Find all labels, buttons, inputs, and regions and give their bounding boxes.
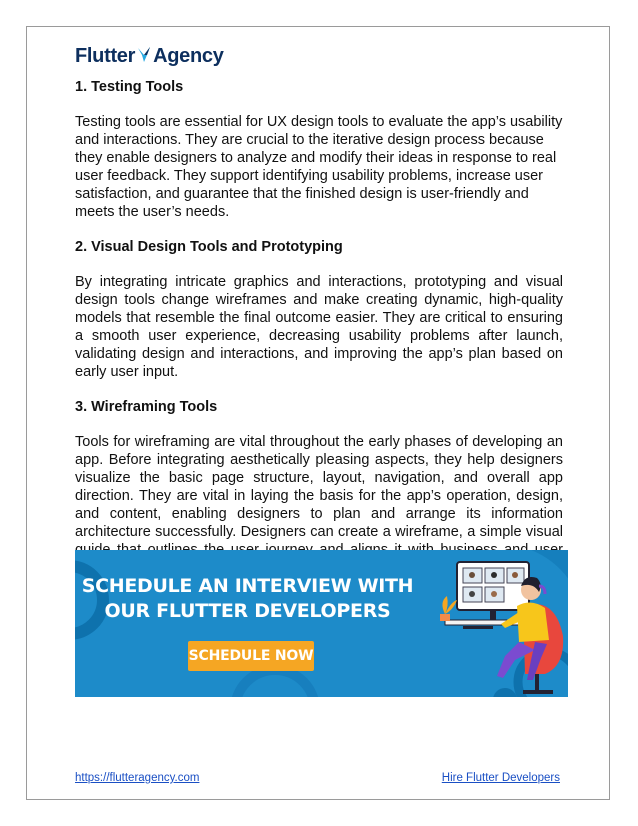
flutter-bird-icon xyxy=(136,46,152,64)
article-content xyxy=(75,78,563,594)
schedule-interview-banner[interactable] xyxy=(75,550,568,697)
section-heading-testing-tools: 1. Testing Tools xyxy=(75,79,184,95)
footer-hire-developers-link[interactable]: Hire Flutter Developers xyxy=(441,772,560,784)
banner-title-line-2: OUR FLUTTER DEVELOPERS xyxy=(104,600,391,622)
developer-illustration xyxy=(435,556,568,697)
logo-text-agency: Agency xyxy=(153,45,224,67)
section-body-testing-tools: Testing tools are essential for UX design tools to evaluate the app’s usability and interactions. They are crucial to the iterative design process because they enable designers to analyze and modify their ideas in response to real user feedback. They support identifying usability problems, increase user satisfaction, and guarantee that the finished design is user-friendly and meets the user’s needs. xyxy=(75,114,563,220)
banner-title-line-1: SCHEDULE AN INTERVIEW WITH xyxy=(81,575,414,597)
logo-text-flutter: Flutter xyxy=(75,45,136,67)
footer-website-link[interactable]: https://flutteragency.com xyxy=(75,772,200,784)
section-heading-visual-design: 2. Visual Design Tools and Prototyping xyxy=(75,239,343,255)
flutter-agency-logo[interactable] xyxy=(75,38,224,68)
schedule-now-button[interactable]: SCHEDULE NOW xyxy=(188,641,314,671)
banner-title xyxy=(75,574,420,624)
section-heading-wireframing: 3. Wireframing Tools xyxy=(75,399,218,415)
section-body-wireframing: Tools for wireframing are vital throughout the early phases of developing an app. Before integrating aesthetically pleasing aspects, they help designers visualize the basic page structure, layout, navigation, and overall app direction. They are vital in laying the basis for the app’s operation, design, and content, enabling designers to plan and arrange its information architecture successfully. Designers can create a wireframe, a simple visual xyxy=(75,434,563,540)
section-body-visual-design: By integrating intricate graphics and interactions, prototyping and visual design tools change wireframes and make creating dynamic, high-quality models that resemble the final outcome easier. They are critical to ensuring a smooth user experience, decreasing usability problems after launch, validating design and interactions, and improving the app’s plan based on early user input. xyxy=(75,274,563,380)
